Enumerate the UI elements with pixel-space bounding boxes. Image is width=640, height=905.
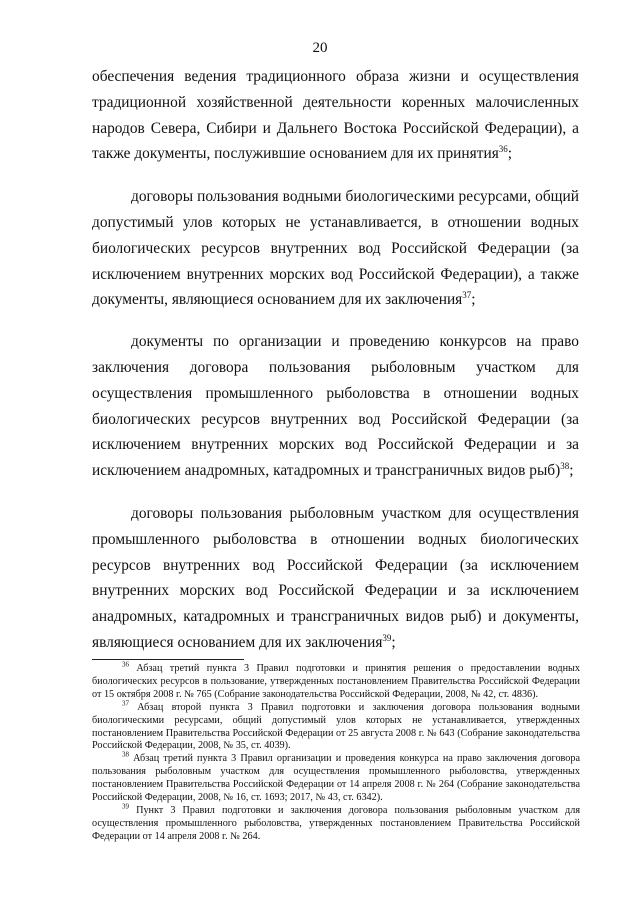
footnote: $^{38}$ Абзац третий пункта 3 Правил организации и проведения конкурса на право заключения договора пользования рыболовным участком для осуществления промышленного рыболовства, утвержденных постановлением Правительства Российской Федерации от 14 апреля 2008 г. № 264 (Собрание законодательства Российской Федерации, 2008, № 16, ст. 1693; 2017, № 43, ст. 6342). xyxy=(92,750,581,804)
paragraph: договоры пользования рыболовным участком для осуществления промышленного рыболовства в отношении водных биологических ресурсов внутренних вод Российской Федерации (за исключением внутренних морских вод Российской Федерации и за исключением анадромных, катадромных и трансграничных видов рыб) и документы, являющиеся основанием для их заключения$^{39}$; xyxy=(92,504,579,651)
footnote-ref: 37 xyxy=(462,290,472,301)
page-number: 20 xyxy=(312,40,328,56)
paragraph: обеспечения ведения традиционного образа жизни и осуществления традиционной хозяйственной деятельности коренных малочисленных народов Севера, Сибири и Дальнего Востока Российской Федерации), а также документы, послужившие основанием для их принятия$^{36}$; xyxy=(92,68,579,163)
footnote: $^{39}$ Пункт 3 Правил подготовки и заключения договора пользования рыболовным участком для осуществления промышленного рыболовства, утвержденных постановлением Правительства Российской Федерации от 14 апреля 2008 г. № 264. xyxy=(92,802,581,842)
footnote: $^{36}$ Абзац третий пункта 3 Правил подготовки и принятия решения о предоставлении водных биологических ресурсов в пользование, утвержденных постановлением Правительства Российской Федерации от 15 октября 2008 г. № 765 (Собрание законодательства Российской Федерации, 2008, № 42, ст. 4836). xyxy=(92,660,580,700)
body-text xyxy=(92,64,579,656)
paragraph: договоры пользования водными биологическими ресурсами, общий допустимый улов которых не устанавливается, в отношении водных биологических ресурсов внутренних вод Российской Федерации (за исключением внутренних морских вод Российской Федерации), а также документы, являющиеся основанием для их заключения$^{37}$; xyxy=(92,188,579,309)
footnote-ref: 36 xyxy=(498,144,508,155)
footnotes xyxy=(92,660,581,844)
paragraph: документы по организации и проведению конкурсов на право заключения договора пользования рыболовным участком для осуществления промышленного рыболовства в отношении водных биологических ресурсов внутренних вод Российской Федерации (за исключением внутренних морских вод Российской Федерации и за исключением анадромных, катадромных и трансграничных видов рыб)$^{38}$; xyxy=(92,333,579,480)
footnote: $^{37}$ Абзац второй пункта 3 Правил подготовки и заключения договора пользования водными биологическими ресурсами, общий допустимый улов которых не устанавливается, утвержденных постановлением Правительства Российской Федерации от 25 августа 2008 г. № 643 (Собрание законодательства Российской Федерации, 2008, № 35, ст. 4039). xyxy=(92,699,581,752)
footnote-ref: 38 xyxy=(560,461,570,472)
footnote-ref: 39 xyxy=(382,632,392,643)
footnote-separator xyxy=(92,659,244,660)
